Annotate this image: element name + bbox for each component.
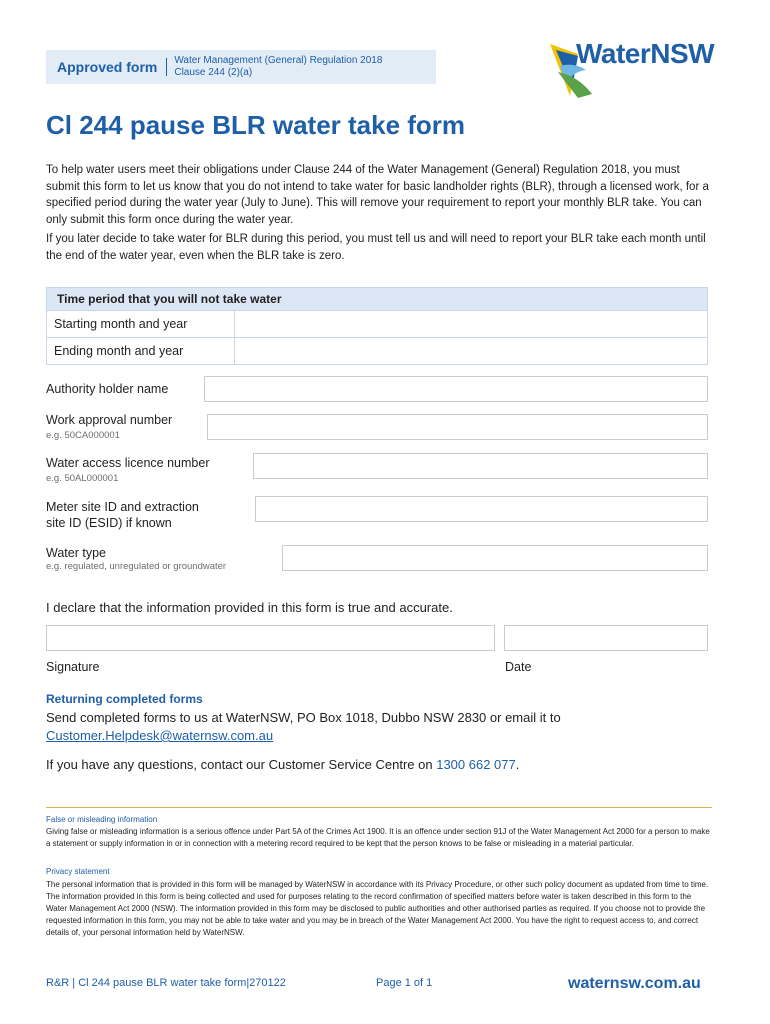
work-approval-hint: e.g. 50CA000001 <box>46 430 120 441</box>
returning-forms-text <box>46 709 706 745</box>
table-row <box>47 338 707 364</box>
water-type-field[interactable] <box>282 545 708 571</box>
meter-site-label-line-1: Meter site ID and extraction <box>46 500 199 514</box>
footer-reference: R&R | Cl 244 pause BLR water take form|270122 <box>46 977 286 989</box>
banner-divider <box>166 58 167 76</box>
authority-holder-label: Authority holder name <box>46 382 169 396</box>
privacy-heading: Privacy statement <box>46 867 110 876</box>
ending-month-field[interactable] <box>235 338 707 364</box>
work-approval-label: Work approval number <box>46 413 173 427</box>
logo-wordmark: WaterNSW <box>576 38 715 69</box>
date-field[interactable] <box>504 625 708 651</box>
intro-paragraph-2: If you later decide to take water for BLR during this period, you must tell us and will need to report your BLR take each month until the end of the water year, even when the BLR take is zero. <box>46 233 706 262</box>
water-type-hint: e.g. regulated, unregulated or groundwater <box>46 561 227 572</box>
meter-site-label-line-2: site ID (ESID) if known <box>46 516 172 530</box>
divider <box>46 807 712 808</box>
footer-website[interactable]: waternsw.com.au <box>568 975 701 992</box>
privacy-text: The personal information that is provided in this form will be managed by WaterNSW in accordance with its Privacy Procedure, or other such policy document as updated from time to time. The information provided in this form is being collected and used for purposes relating to the record confirmation of specified matters before water is taken described in this form to the Water Management Act 2000 (NSW). The information provided in this form may be disclosed to public authorities and other authorised parties as required. If you choose not to provide the requested information in this form, you may not be able to take water and you may be in breach of the Water Management Act 2000. You have the right to request access to, and correct details of, your personal information held by WaterNSW. <box>46 880 709 937</box>
helpdesk-email-link[interactable]: Customer.Helpdesk@waternsw.com.au <box>46 728 274 743</box>
regulation-reference <box>174 55 382 79</box>
page-number: Page 1 of 1 <box>376 977 433 989</box>
approved-form-banner <box>46 50 436 84</box>
customer-service-phone[interactable]: 1300 662 077 <box>436 757 516 772</box>
water-access-licence-label: Water access licence number <box>46 456 210 470</box>
ending-month-label: Ending month and year <box>47 338 235 364</box>
returning-forms-instructions: Send completed forms to us at WaterNSW, PO Box 1018, Dubbo NSW 2830 or email it to <box>46 710 561 725</box>
returning-forms-heading: Returning completed forms <box>46 692 203 706</box>
false-info-text: Giving false or misleading information is a serious offence under Part 5A of the Crimes Act 1900. It is an offence under section 91J of the Water Management Act 2000 for a person to make a statement or supply information in or in connection with a metering record required to be kept that the person knows to be false or misleading in a material particular. <box>46 827 710 848</box>
questions-text <box>46 757 519 772</box>
meter-site-field[interactable] <box>255 496 708 522</box>
time-period-heading: Time period that you will not take water <box>47 288 707 311</box>
meter-site-label <box>46 499 199 531</box>
water-access-licence-hint: e.g. 50AL000001 <box>46 473 119 484</box>
starting-month-label: Starting month and year <box>47 311 235 337</box>
questions-label: If you have any questions, contact our Customer Service Centre on <box>46 757 433 772</box>
work-approval-field[interactable] <box>207 414 708 440</box>
time-period-table <box>46 287 708 365</box>
water-type-label: Water type <box>46 546 106 560</box>
date-label: Date <box>505 660 532 674</box>
approved-form-label: Approved form <box>57 59 158 75</box>
starting-month-field[interactable] <box>235 311 707 337</box>
signature-label: Signature <box>46 660 100 674</box>
false-info-heading: False or misleading information <box>46 815 158 824</box>
page-title: Cl 244 pause BLR water take form <box>46 110 466 140</box>
regulation-line-2: Clause 244 (2)(a) <box>174 67 253 78</box>
water-access-licence-field[interactable] <box>253 453 708 479</box>
waternsw-logo <box>548 36 728 100</box>
declaration-text: I declare that the information provided in this form is true and accurate. <box>46 600 453 615</box>
questions-period: . <box>515 757 520 772</box>
intro-paragraph-1: To help water users meet their obligations under Clause 244 of the Water Management (General) Regulation 2018, you must submit this form to let us know that you do not intend to take water for basic landholder rights (BLR), through a licensed work, for a specified period during the water year (July to June). This will remove your requirement to report your monthly BLR take. You can only submit this form once during the water year. <box>46 164 709 226</box>
signature-field[interactable] <box>46 625 495 651</box>
table-row <box>47 311 707 338</box>
regulation-line-1: Water Management (General) Regulation 2018 <box>174 55 383 66</box>
authority-holder-field[interactable] <box>204 376 708 402</box>
